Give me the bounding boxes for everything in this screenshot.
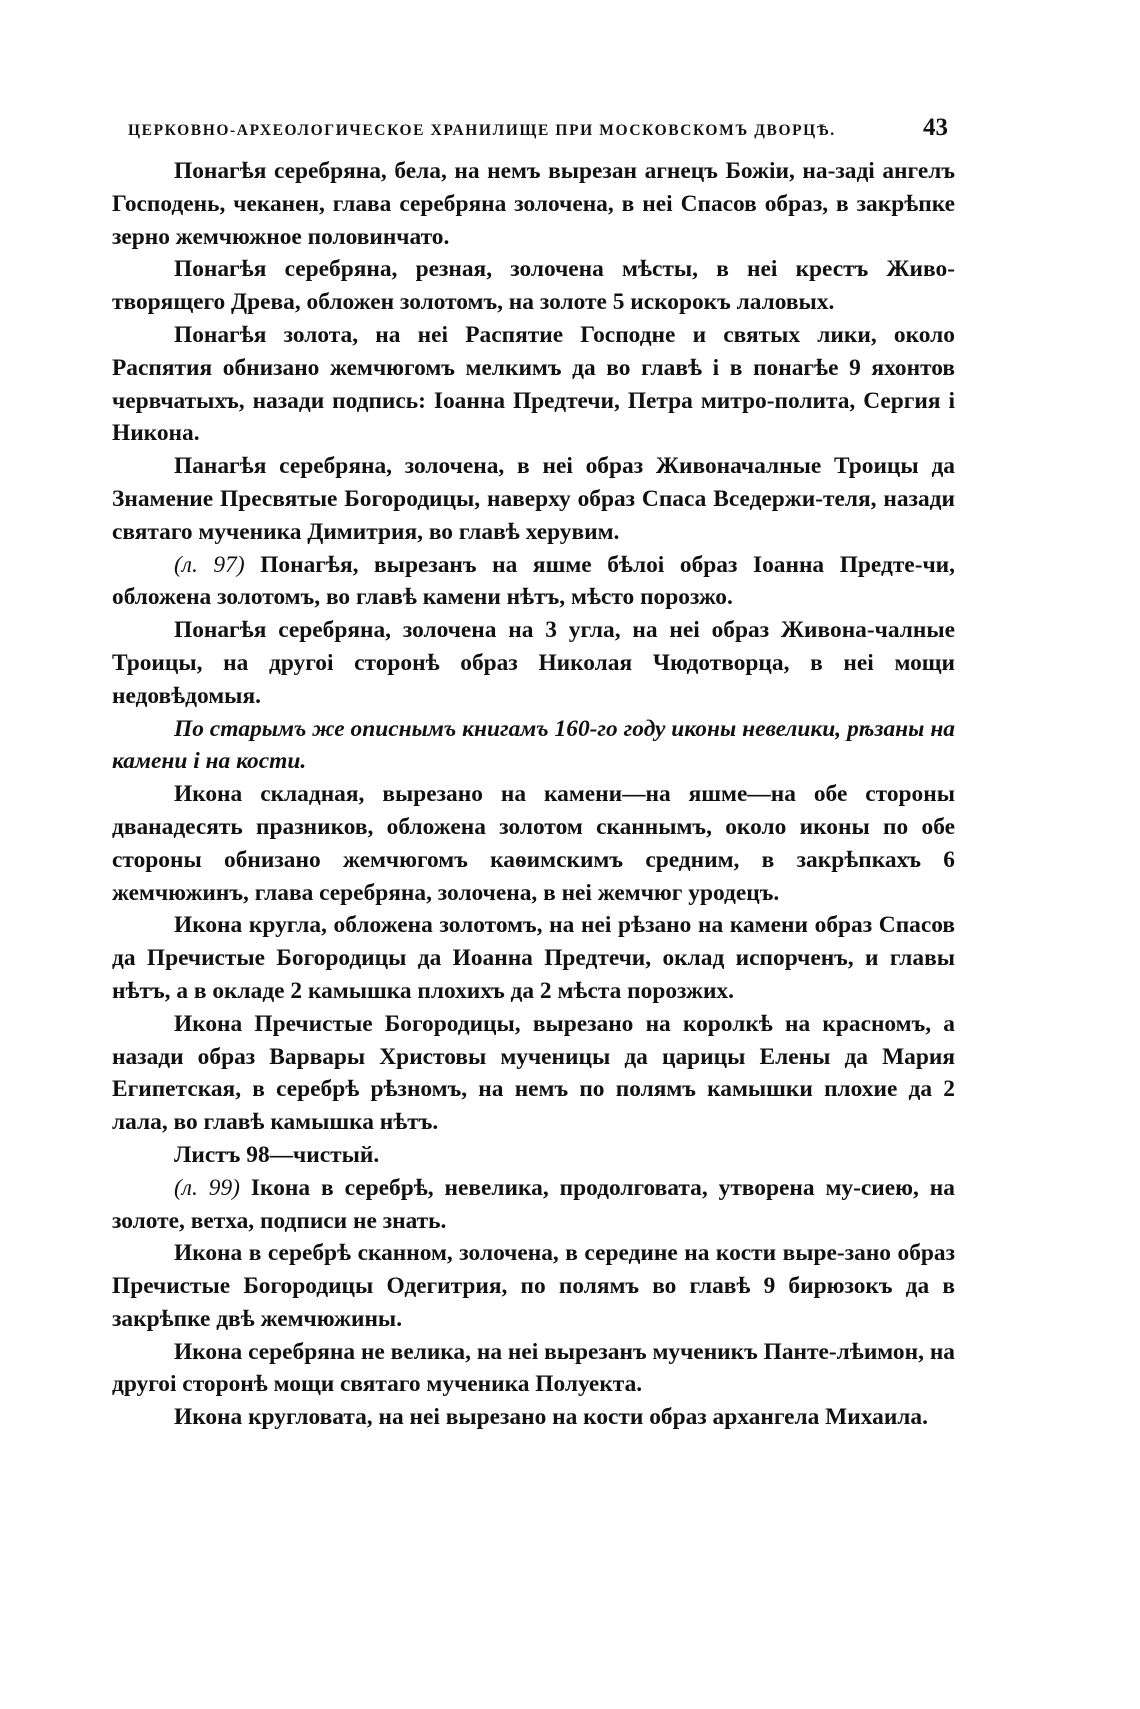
paragraph: Икона Пречистые Богородицы, вырезано на королкѣ на красномъ, а назади образ Варвары Христовы мученицы да царицы Елены да Мария Египетская, в серебрѣ рѣзномъ, на немъ по полямъ камышки плохие да 2 лала, во главѣ камышка нѣтъ. — [112, 1010, 955, 1136]
running-title: ЦЕРКОВНО-АРХЕОЛОГИЧЕСКОЕ ХРАНИЛИЩЕ ПРИ МОСКОВСКОМЪ ДВОРЦѢ. — [128, 122, 836, 139]
page-number: 43 — [923, 114, 948, 141]
paragraph: Икона серебряна не велика, на неi вырезанъ мученикъ Панте-лѣимон, на другоi сторонѣ мощи святаго мученика Полуекта. — [112, 1338, 955, 1398]
paragraph: Икона в серебрѣ сканном, золочена, в середине на кости выре-зано образ Пречистые Богородицы Одегитрия, по полямъ во главѣ 9 бирюзокъ да в закрѣпке двѣ жемчюжины. — [112, 1240, 955, 1332]
paragraph: Понагѣя серебряна, резная, золочена мѣсты, в неi крестъ Живо-творящего Древа, обложен золотомъ, на золоте 5 искорокъ лаловых. — [112, 256, 955, 316]
paragraph: Листъ 98—чистый. — [174, 1141, 380, 1168]
folio-reference: (л. 99) — [174, 1174, 240, 1201]
paragraph: (л. 97) Понагѣя, вырезанъ на яшме бѣлоi образ Iоанна Предте-чи, обложена золотомъ, во главѣ камени нѣтъ, мѣсто порозжо. — [112, 551, 955, 611]
running-head — [128, 114, 948, 142]
paragraph: Понагѣя золота, на неi Распятие Господне и святых лики, около Распятия обнизано жемчюгомъ мелкимъ да во главѣ i в понагѣе 9 яхонтов червчатыхъ, назади подпись: Iоанна Предтечи, Петра митро-полита, Сергия i Никона. — [112, 321, 955, 447]
paragraph: Икона кругла, обложена золотомъ, на неi рѣзано на камени образ Спасов да Пречистые Богородицы да Иоанна Предтечи, оклад испорченъ, и главы нѣтъ, а в окладе 2 камышка плохихъ да 2 мѣста порозжих. — [112, 912, 955, 1004]
section-note: По старымъ же описнымъ книгамъ 160-го году иконы невелики, рѣзаны на камени i на кости. — [112, 715, 955, 775]
paragraph: Икона кругловата, на неi вырезано на кости образ архангела Михаила. — [174, 1404, 928, 1431]
text-body — [112, 155, 955, 1434]
paragraph: Панагѣя серебряна, золочена, в неi образ Живоначалные Троицы да Знамение Пресвятые Богородицы, наверху образ Спаса Вседержи-теля, назади святаго мученика Димитрия, во главѣ херувим. — [112, 453, 955, 545]
paragraph: Понагѣя серебряна, бела, на немъ вырезан агнецъ Божiи, на-задi ангелъ Господень, чеканен, глава серебряна золочена, в неi Спасов образ, в закрѣпке зерно жемчюжное половинчато. — [112, 158, 955, 250]
paragraph: Понагѣя серебряна, золочена на 3 угла, на неi образ Живона-чалные Троицы, на другоi сторонѣ образ Николая Чюдотворца, в неi мощи недовѣдомыя. — [112, 617, 955, 709]
paragraph: Икона складная, вырезано на камени—на яшме—на обе стороны дванадесять празников, обложена золотом сканнымъ, около иконы по обе стороны обнизано жемчюгомъ каѳимскимъ средним, в закрѣпкахъ 6 жемчюжинъ, глава серебряна, золочена, в неi жемчюг уродецъ. — [112, 781, 955, 906]
folio-reference: (л. 97) — [174, 551, 245, 578]
paragraph: (л. 99) Iкона в серебрѣ, невелика, продолговата, утворена му-сиею, на золоте, ветха, подписи не знать. — [112, 1174, 955, 1234]
